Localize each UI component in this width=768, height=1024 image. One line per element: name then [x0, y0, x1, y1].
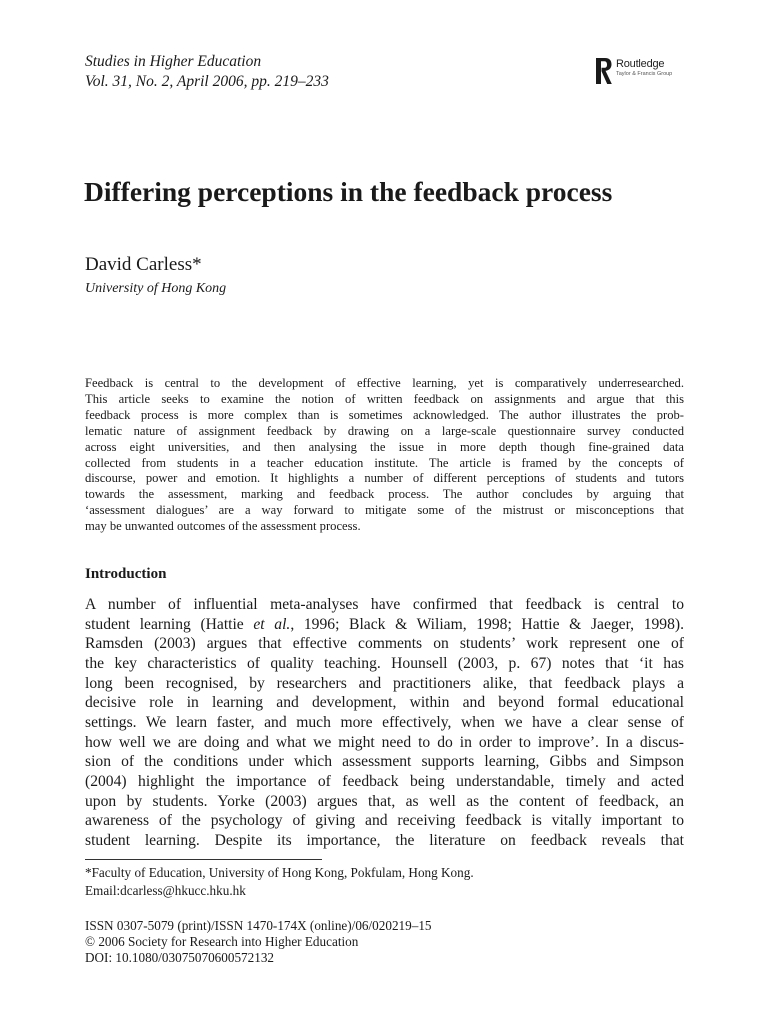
abstract-line: Feedback is central to the development of effective learning, yet is comparatively underresearched. [85, 376, 684, 390]
introduction-paragraph [85, 595, 684, 851]
publication-info [85, 918, 432, 966]
abstract-line: across eight universities, and then analysing the issue in more depth though fine-grained data [85, 439, 684, 454]
body-line: decisive role in learning and development, within and beyond formal educational [85, 694, 684, 712]
footnote-divider [85, 859, 322, 860]
journal-name: Studies in Higher Education [85, 53, 262, 70]
routledge-r-logo-icon [596, 58, 612, 84]
body-line: (2004) highlight the importance of feedback being understandable, timely and acted [85, 772, 684, 790]
author-affiliation: University of Hong Kong [85, 281, 227, 296]
publisher-group: Taylor & Francis Group [616, 71, 673, 77]
journal-header [85, 52, 329, 92]
abstract-line: discourse, power and emotion. It highlights a number of different perceptions of students and tutors [85, 471, 684, 486]
body-line: sion of the conditions under which assessment supports learning, Gibbs and Simpson [85, 753, 684, 771]
abstract-line: may be unwanted outcomes of the assessment process. [85, 519, 361, 534]
body-line: awareness of the psychology of giving and receiving feedback is vitally important to [85, 812, 684, 830]
abstract-line: This article seeks to examine the notion of written feedback on assignments and argue that this [85, 391, 684, 406]
body-text-run: , 1996; Black & Wiliam, 1998; Hattie & Jaeger, 1998). [290, 615, 684, 633]
abstract-line: collected from students in a teacher education institute. The article is framed by the concepts of [85, 455, 684, 470]
body-line: long been recognised, by researchers and practitioners alike, that feedback plays a [85, 674, 684, 692]
abstract-line: towards the assessment, marking and feedback process. The author concludes by arguing that [85, 487, 684, 502]
author-name: David Carless* [85, 254, 202, 275]
article-title: Differing perceptions in the feedback process [84, 176, 613, 207]
italic-citation: et al. [253, 615, 291, 633]
footnote-affiliation: *Faculty of Education, University of Hong Kong, Pokfulam, Hong Kong. [85, 865, 474, 880]
copyright: © 2006 Society for Research into Higher Education [85, 934, 359, 949]
body-line [85, 615, 684, 635]
doi: DOI: 10.1080/03075070600572132 [85, 950, 275, 965]
footnote [85, 864, 474, 900]
body-line: how well we are doing and what we might need to do in order to improve’. In a discus- [85, 733, 684, 751]
abstract-line: feedback process is more complex than is sometimes acknowledged. The author illustrates the prob- [85, 407, 684, 422]
publisher-name: Routledge [616, 58, 665, 70]
body-line: the key characteristics of quality teaching. Hounsell (2003, p. 67) notes that ‘it has [85, 654, 684, 672]
abstract-line: ‘assessment dialogues’ are a way forward to mitigate some of the mistrust or misconceptions that [85, 503, 684, 518]
body-line: student learning. Despite its importance, the literature on feedback reveals that [85, 831, 684, 849]
body-line: settings. We learn faster, and much more effectively, when we have a clear sense of [85, 713, 684, 731]
section-heading-introduction: Introduction [85, 566, 167, 582]
publisher-wordmark [616, 58, 672, 78]
footnote-email: Email:dcarless@hkucc.hku.hk [85, 883, 246, 898]
body-line: upon by students. Yorke (2003) argues that, as well as the content of feedback, an [85, 792, 684, 810]
issn: ISSN 0307-5079 (print)/ISSN 1470-174X (online)/06/020219–15 [85, 918, 432, 933]
body-line: Ramsden (2003) argues that effective comments on students’ work represent one of [85, 635, 684, 653]
publisher-logo [596, 58, 672, 84]
abstract [85, 376, 684, 535]
abstract-line: lematic nature of assignment feedback by drawing on a large-scale questionnaire survey conducted [85, 423, 684, 438]
journal-issue: Vol. 31, No. 2, April 2006, pp. 219–233 [85, 73, 329, 90]
body-line: A number of influential meta-analyses have confirmed that feedback is central to [85, 596, 684, 613]
body-text-run: student learning (Hattie [85, 615, 254, 633]
